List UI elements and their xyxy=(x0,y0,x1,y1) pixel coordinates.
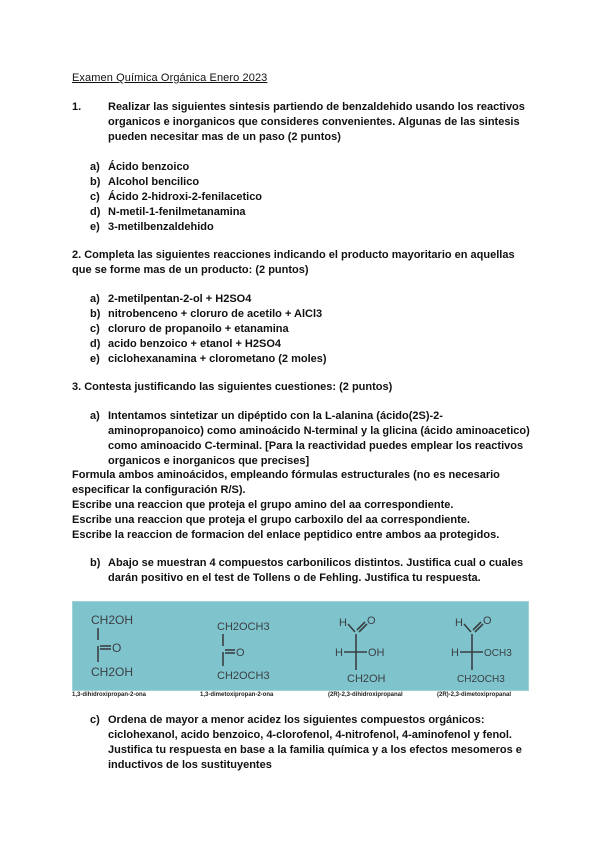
struct3-bottom-label: CH2OH xyxy=(347,673,386,685)
struct4-aldehyde-h: H xyxy=(455,617,463,629)
structure-captions xyxy=(72,692,532,702)
question-3a-text: Intentamos sintetizar un dipéptido con la L-alanina (ácido(2S)-2-aminopropanoico) como aminoácido N-terminal y la glicina (ácido aminoacetico) como aminoacido C-terminal. [Para la reactividad puedes emplear los reactivos organicos e inorganicos que precises] xyxy=(108,410,530,467)
caption-3: (2R)-2,3-dihidroxipropanal xyxy=(328,692,403,698)
struct4-och3: OCH3 xyxy=(484,648,512,659)
carbonyl-structures-image xyxy=(72,601,529,691)
struct2-bottom-label: CH2OCH3 xyxy=(217,670,270,682)
list-item: a) 2-metilpentan-2-ol + H2SO4 xyxy=(90,293,252,305)
list-item: e) 3-metilbenzaldehido xyxy=(90,221,214,233)
struct3-oh: OH xyxy=(368,647,385,659)
struct1-bottom-label: CH2OH xyxy=(91,665,134,679)
struct1-oxygen: O xyxy=(112,641,122,655)
question-2-text: 2. Completa las siguientes reacciones indicando el producto mayoritario en aquellas que se forme mas de un producto: (2 puntos) xyxy=(72,249,515,276)
question-1 xyxy=(72,100,526,145)
question-3-text: 3. Contesta justificando las siguientes cuestiones: (2 puntos) xyxy=(72,381,393,393)
list-item: b) nitrobenceno + cloruro de acetilo + AlCl3 xyxy=(90,308,323,320)
question-3b-text: Abajo se muestran 4 compuestos carbonilicos distintos. Justifica cual o cuales darán positivo en el test de Tollens o de Fehling. Justifica tu respuesta. xyxy=(108,557,524,584)
question-1-text: Realizar las siguientes sintesis partiendo de benzaldehido usando los reactivos organicos e inorganicos que consideres convenientes. Algunas de las sintesis pueden necesitar mas de un paso (2 puntos) xyxy=(108,101,525,143)
caption-1: 1,3-dihidroxipropan-2-ona xyxy=(72,692,147,698)
caption-2: 1,3-dimetoxipropan-2-ona xyxy=(200,692,274,698)
struct1-top-label: CH2OH xyxy=(91,613,134,627)
list-item: c) cloruro de propanoilo + etanamina xyxy=(90,323,289,335)
structure-4 xyxy=(451,615,512,685)
question-1-number: 1. xyxy=(72,101,82,113)
question-3b xyxy=(90,556,530,586)
list-item: b) Alcohol bencilico xyxy=(90,176,200,188)
question-3a-tasks xyxy=(72,468,532,543)
struct3-oxygen: O xyxy=(367,615,376,627)
structure-2 xyxy=(217,621,270,682)
list-item: c) Ácido 2-hidroxi-2-fenilacetico xyxy=(90,191,263,203)
structures-svg xyxy=(73,602,528,690)
question-3c-marker: c) xyxy=(90,714,100,726)
list-item: d) N-metil-1-fenilmetanamina xyxy=(90,206,246,218)
question-1-list xyxy=(90,160,262,235)
struct2-oxygen: O xyxy=(236,647,245,659)
question-3b-marker: b) xyxy=(90,557,101,569)
caption-4: (2R)-2,3-dimetoxipropanal xyxy=(437,692,512,698)
struct4-h: H xyxy=(451,647,459,659)
task-line: Escribe una reaccion que proteja el grupo carboxilo del aa correspondiente. xyxy=(72,514,470,526)
struct3-h: H xyxy=(335,647,343,659)
list-item: a) Ácido benzoico xyxy=(90,161,190,173)
struct4-oxygen: O xyxy=(483,615,492,627)
task-line: Formula ambos aminoácidos, empleando fórmulas estructurales (no es necesario especificar la configuración R/S). xyxy=(72,469,500,496)
struct4-bottom-label: CH2OCH3 xyxy=(457,674,505,685)
question-3a-marker: a) xyxy=(90,410,100,422)
question-3a xyxy=(90,409,530,469)
question-2-list xyxy=(90,292,327,367)
question-3c-text: Ordena de mayor a menor acidez los siguientes compuestos orgánicos: ciclohexanol, acido benzoico, 4-clorofenol, 4-nitrofenol, 4-aminofenol y fenol. Justifica tu respuesta en base a la familia química y a los efectos mesomeros e inductivos de los sustituyentes xyxy=(108,714,522,771)
structure-3 xyxy=(335,615,386,685)
struct3-aldehyde-h: H xyxy=(339,617,347,629)
struct2-top-label: CH2OCH3 xyxy=(217,621,270,633)
list-item: d) acido benzoico + etanol + H2SO4 xyxy=(90,338,281,350)
exam-title: Examen Química Orgánica Enero 2023 xyxy=(72,72,268,84)
task-line: Escribe una reaccion que proteja el grupo amino del aa correspondiente. xyxy=(72,499,454,511)
task-line: Escribe la reaccion de formacion del enlace peptidico entre ambos aa protegidos. xyxy=(72,529,500,541)
question-3c xyxy=(90,713,530,773)
list-item: e) ciclohexanamina + clorometano (2 moles) xyxy=(90,353,327,365)
structure-1 xyxy=(91,613,133,679)
